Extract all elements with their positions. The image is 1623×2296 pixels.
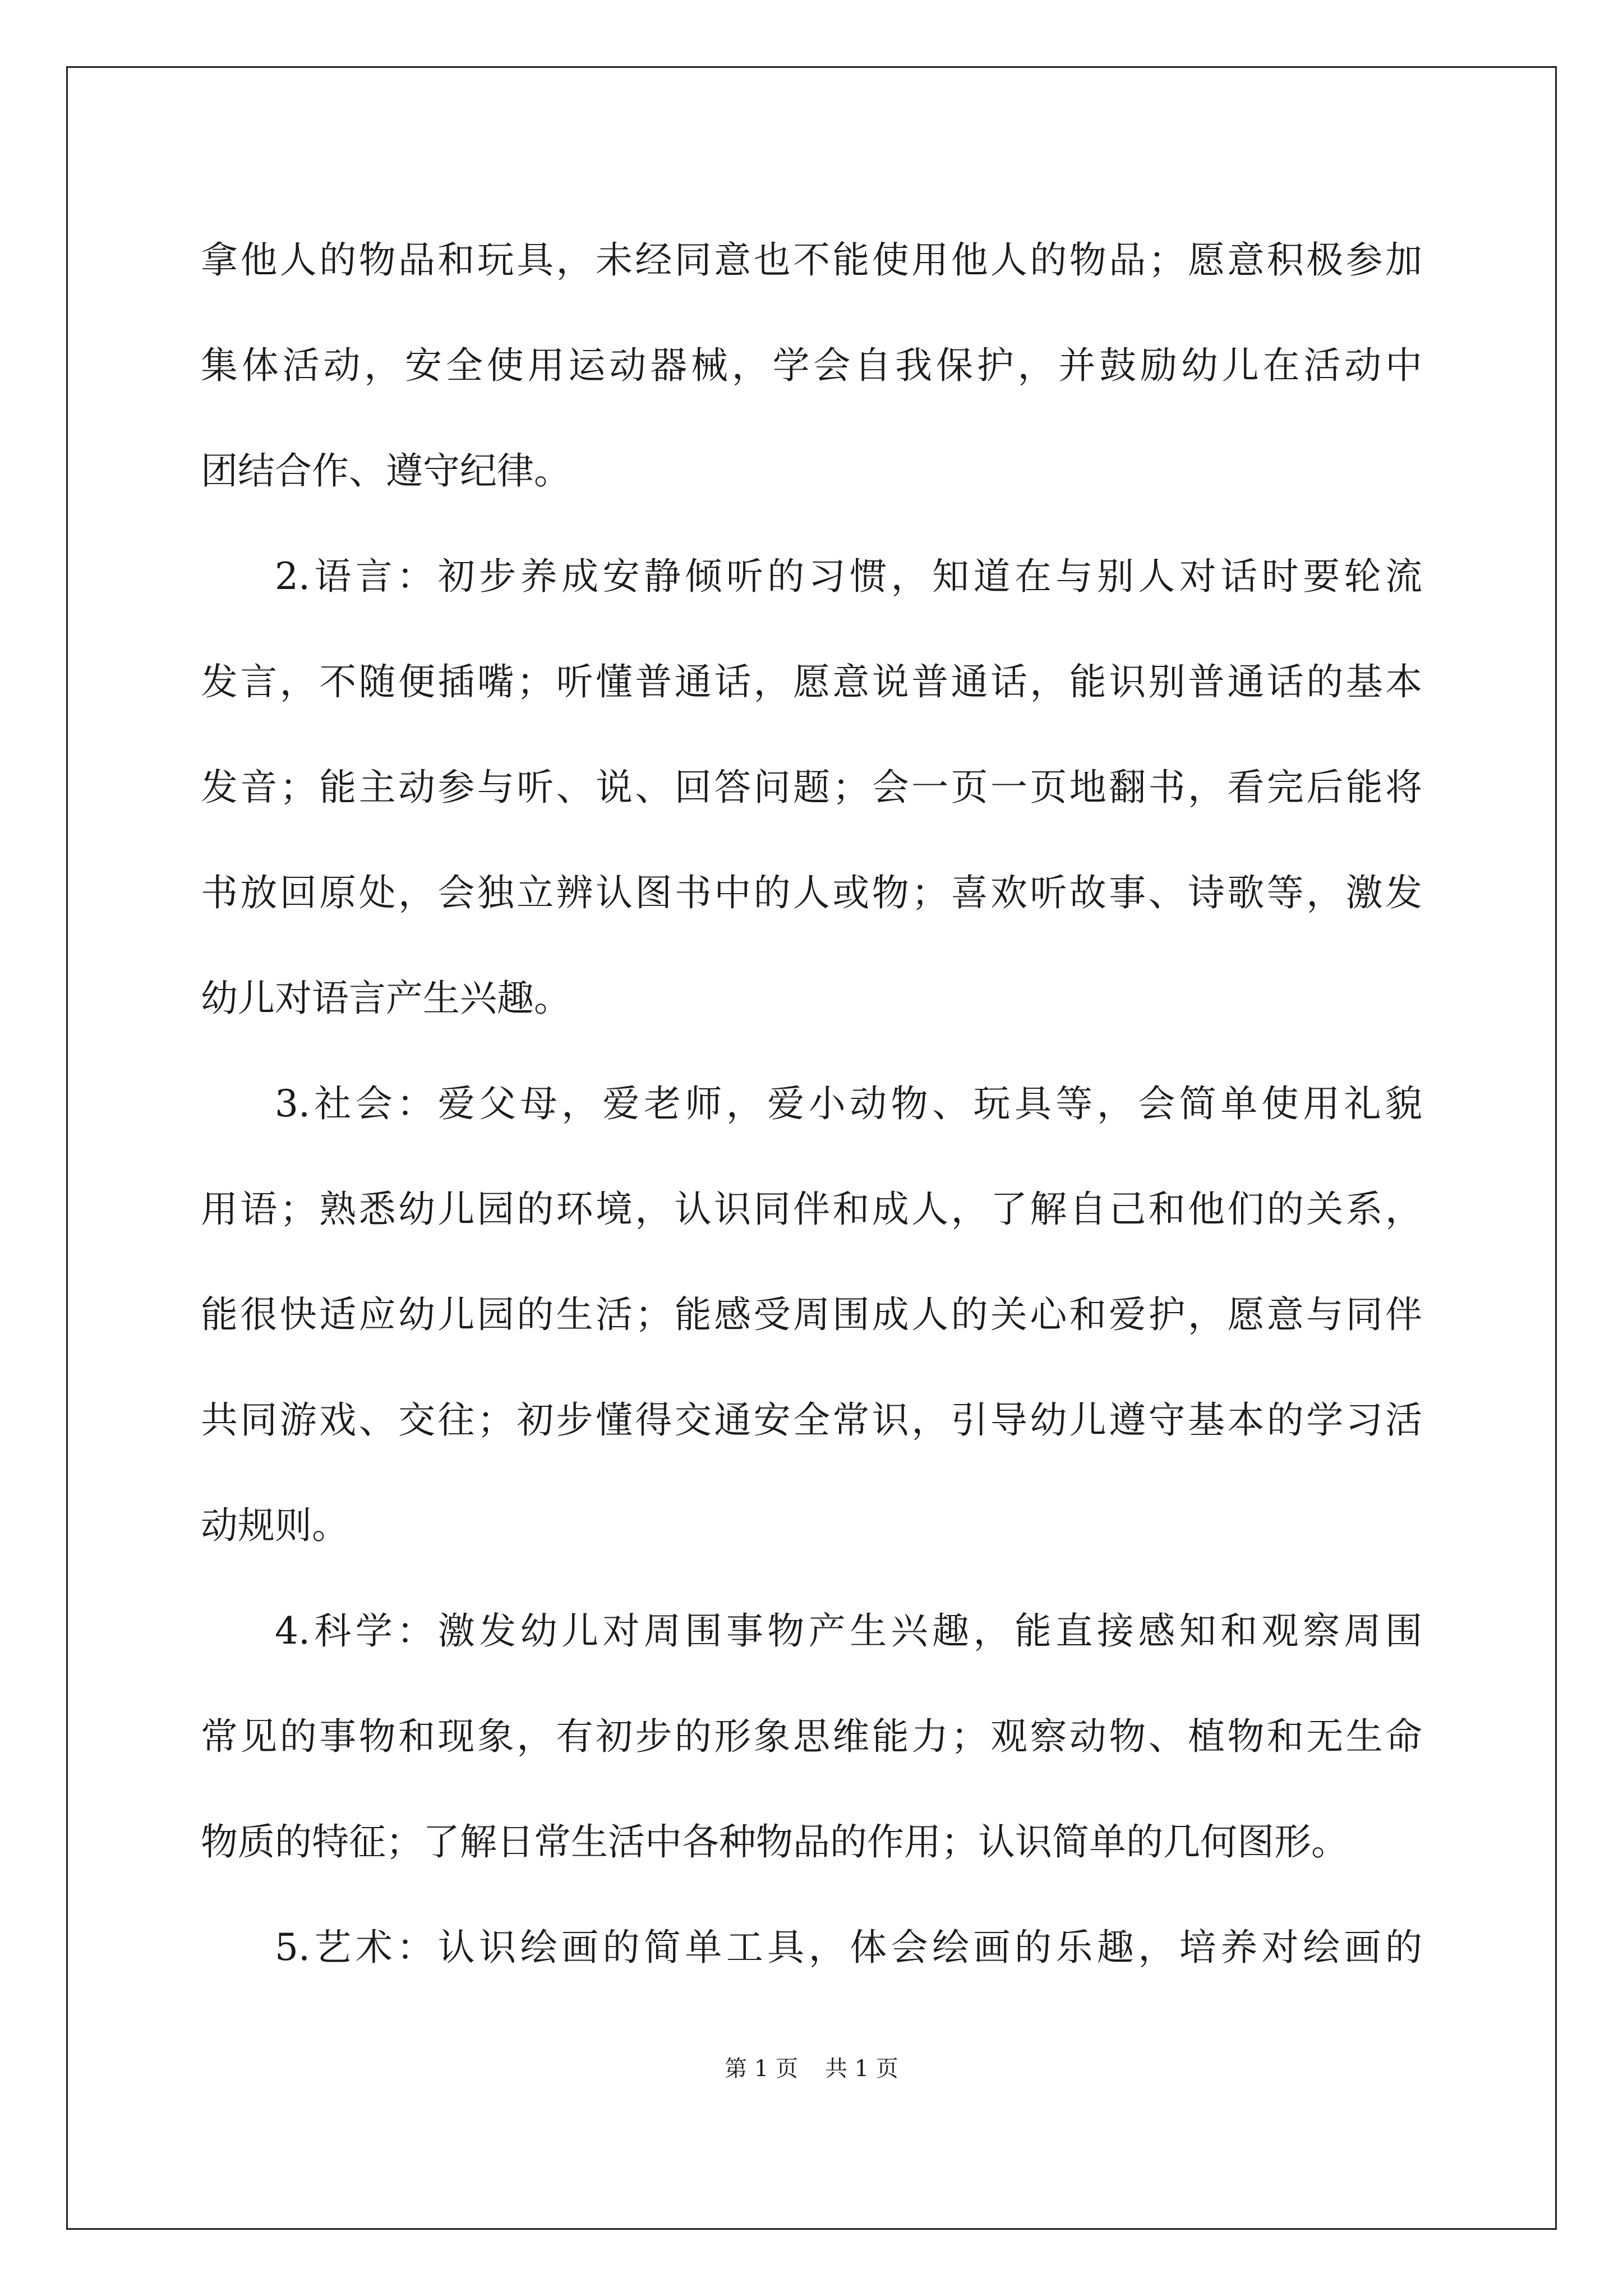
text-line: 常见的事物和现象，有初步的形象思维能力；观察动物、植物和无生命 (201, 1715, 1422, 1758)
text-line: 能很快适应幼儿园的生活；能感受周围成人的关心和爱护，愿意与同伴 (201, 1293, 1422, 1336)
page-number: 第 1 页 (725, 2056, 798, 2082)
text-line: 2.语言：初步养成安静倾听的习惯，知道在与别人对话时要轮流 (275, 555, 1422, 598)
text-line: 用语；熟悉幼儿园的环境，认识同伴和成人，了解自己和他们的关系， (201, 1188, 1422, 1231)
text-line: 3.社会：爱父母，爱老师，爱小动物、玩具等，会简单使用礼貌 (275, 1082, 1422, 1125)
text-line: 书放回原处，会独立辨认图书中的人或物；喜欢听故事、诗歌等，激发 (201, 871, 1422, 914)
text-line: 动规则。 (201, 1504, 349, 1547)
page-footer (0, 2052, 1623, 2086)
text-line: 5.艺术：认识绘画的简单工具，体会绘画的乐趣，培养对绘画的 (275, 1926, 1422, 1969)
text-line: 拿他人的物品和玩具，未经同意也不能使用他人的物品；愿意积极参加 (201, 238, 1422, 282)
text-line: 共同游戏、交往；初步懂得交通安全常识，引导幼儿遵守基本的学习活 (201, 1398, 1422, 1442)
document-body (201, 208, 1422, 2000)
text-line: 物质的特征；了解日常生活中各种物品的作用；认识简单的几何图形。 (201, 1820, 1348, 1864)
text-line: 发言，不随便插嘴；听懂普通话，愿意说普通话，能识别普通话的基本 (201, 660, 1422, 703)
text-line: 发音；能主动参与听、说、回答问题；会一页一页地翻书，看完后能将 (201, 766, 1422, 809)
text-line: 幼儿对语言产生兴趣。 (201, 977, 571, 1020)
text-line: 团结合作、遵守纪律。 (201, 449, 571, 493)
text-line: 集体活动，安全使用运动器械，学会自我保护，并鼓励幼儿在活动中 (201, 344, 1422, 387)
page-total: 共 1 页 (825, 2056, 898, 2082)
text-line: 4.科学：激发幼儿对周围事物产生兴趣，能直接感知和观察周围 (275, 1609, 1422, 1653)
